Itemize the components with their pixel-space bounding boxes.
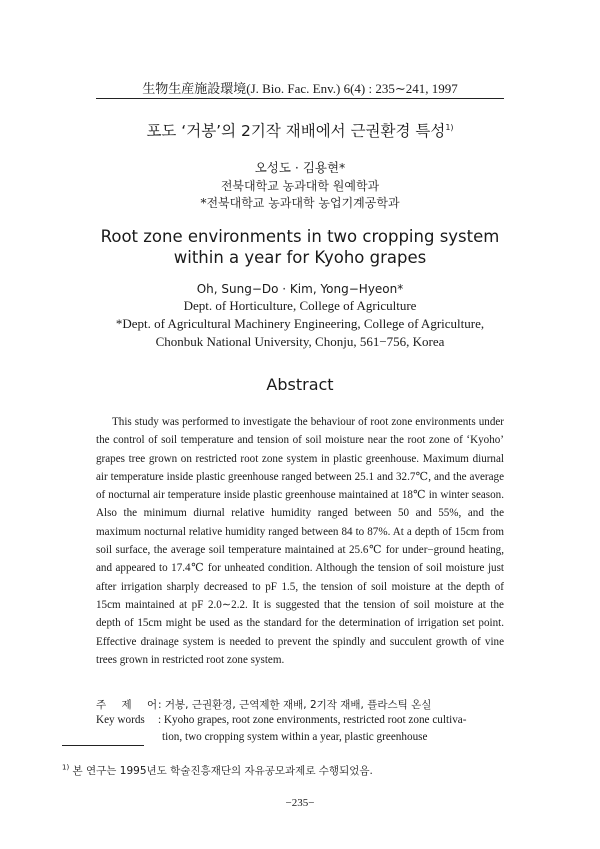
footnote-rule [62, 745, 144, 746]
english-keywords-text: : Kyoho grapes, root zone environments, restricted root zone cultiva- [158, 714, 467, 726]
english-keywords-label: Key words [96, 714, 145, 726]
korean-title [0, 119, 600, 141]
english-affiliation-2: *Dept. of Agricultural Machinery Engineering, College of Agriculture, [115, 316, 485, 331]
korean-authors: 오성도 · 김용현* [254, 160, 346, 175]
footnote-mark: 1) [62, 763, 70, 772]
english-keywords-continuation: tion, two cropping system within a year, plastic greenhouse [162, 731, 428, 743]
english-title [0, 226, 600, 268]
korean-keywords [96, 697, 506, 712]
abstract-body: This study was performed to investigate the behaviour of root zone environments under the control of soil temperature and tension of soil moisture near the root zone of ‘Kyoho’ grapes tree grown on restricted root zone system in plastic greenhouse. Maximum diurnal air temperature inside plastic greenhouse ranged between 25.1 and 32.7℃, and the average of nocturnal air temperature inside plastic greenhouse maintained at 18℃ in winter season. Also the minimum diurnal relative humidity ranged between 50 and 55%, and the maximum nocturnal relative humidity ranged between 84 to 87%. At a depth of 15cm from soil surface, the average soil temperature maintained at 25.6℃ for under−ground heating, and appeared to 17.4℃ for unheated condition. Although the tension of soil moisture just after irrigation sharply decreased to pF 1.5, the tension of soil moisture at the depth of 15cm maintained at pF 2.0∼2.2. It is suggested that the tension of soil moisture at the depth of 15cm might be used as the standard for the determination of irrigation set point. Effective drainage system is needed to prevent the spindly and succulent growth of vine trees grown in restricted root zone system. [96, 416, 504, 666]
english-affiliation-3: Chonbuk National University, Chonju, 561−756, Korea [155, 334, 445, 349]
korean-affiliation-1: 전북대학교 농과대학 원예학과 [220, 179, 380, 193]
abstract-heading: Abstract [266, 375, 334, 394]
korean-title-text: 포도 ‘거봉’의 2기작 재배에서 근권환경 특성 [146, 122, 446, 140]
footnote [62, 763, 373, 778]
footnote-text: 본 연구는 1995년도 학술진흥재단의 자유공모과제로 수행되었음. [69, 765, 373, 777]
header-rule [96, 98, 504, 99]
english-title-line-2: within a year for Kyoho grapes [173, 248, 427, 267]
korean-keywords-text: : 거봉, 근권환경, 근역제한 재배, 2기작 재배, 플라스틱 온실 [158, 699, 432, 711]
korean-keywords-label: 주 제 어 [96, 699, 164, 711]
page-number: −235− [285, 797, 315, 809]
english-title-line-1: Root zone environments in two cropping system [100, 227, 500, 246]
english-authors: Oh, Sung−Do · Kim, Yong−Hyeon* [196, 282, 404, 296]
korean-affiliation-2: *전북대학교 농과대학 농업기계공학과 [200, 196, 400, 210]
title-footnote-mark: 1) [445, 122, 454, 132]
journal-header: 生物生産施設環境(J. Bio. Fac. Env.) 6(4) : 235∼241, 1997 [142, 81, 458, 96]
english-keywords [96, 714, 506, 726]
english-affiliation-1: Dept. of Horticulture, College of Agriculture [183, 298, 417, 313]
